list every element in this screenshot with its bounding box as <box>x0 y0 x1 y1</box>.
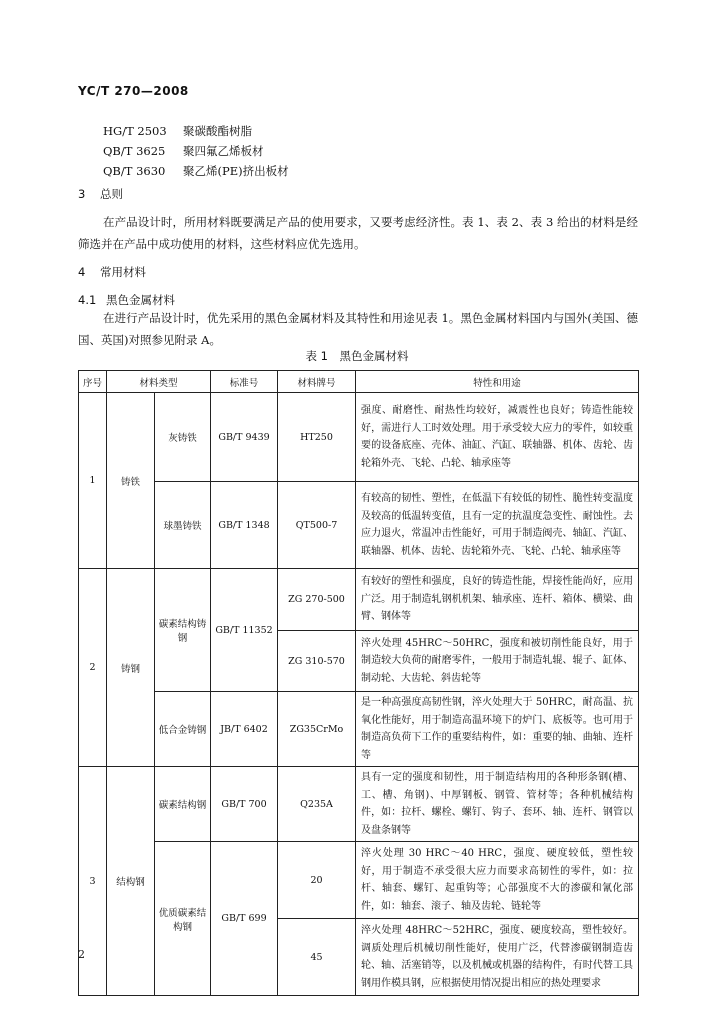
reference-item <box>103 121 289 141</box>
usage-cell: 淬火处理 30 HRC～40 HRC，强度、硬度较低，塑性较好，用于制造不承受很大应力而要求高韧性的零件，如：拉杆、轴套、螺钉、起重钩等；心部强度不大的渗碳和氰化部件，如：轴套、滚子、轴及齿轮、链轮等 <box>356 842 639 919</box>
grade-cell: QT500-7 <box>278 482 356 569</box>
header-standard: 标准号 <box>211 371 278 393</box>
reference-item <box>103 161 289 181</box>
usage-cell: 淬火处理 48HRC～52HRC，强度、硬度较高，塑性较好。调质处理后机械切削性能好，使用广泛，代替渗碳钢制造齿轮、轴、活塞销等，以及机械或机器的结构件，有时代替工具钢用作模具钢，应根据使用情况提出相应的热处理要求 <box>356 919 639 996</box>
seq-cell: 1 <box>79 393 107 569</box>
seq-cell: 3 <box>79 767 107 996</box>
usage-cell: 是一种高强度高韧性钢，淬火处理大于 50HRC，耐高温、抗氧化性能好，用于制造高温环境下的炉门、底板等。也可用于制造高负荷下工作的重要结构件，如：重要的轴、曲轴、连杆等 <box>356 692 639 767</box>
section-4-1-paragraph: 在进行产品设计时，优先采用的黑色金属材料及其特性和用途见表 1。黑色金属材料国内与国外(美国、德国、英国)对照参见附录 A。 <box>78 311 638 347</box>
reference-item <box>103 141 289 161</box>
section-title: 黑色金属材料 <box>106 293 175 307</box>
grade-cell: HT250 <box>278 393 356 482</box>
page-number: 2 <box>78 948 85 961</box>
usage-cell: 有较高的韧性、塑性，在低温下有较低的韧性、脆性转变温度及较高的低温转变值，且有一定的抗温度急变性、耐蚀性。去应力退火，常温冲击性能好，可用于制造阀壳、轴缸、汽缸、联轴器、机体、齿轮、齿轮箱外壳、飞轮、凸轮、轴承座等 <box>356 482 639 569</box>
section-title: 总则 <box>100 187 123 201</box>
table-row <box>79 692 639 767</box>
table-row <box>79 569 639 631</box>
grade-cell: ZG 310-570 <box>278 631 356 692</box>
standard-code-header: YC/T 270—2008 <box>78 84 189 98</box>
header-seq: 序号 <box>79 371 107 393</box>
table-row <box>79 767 639 842</box>
grade-cell: 20 <box>278 842 356 919</box>
usage-cell: 淬火处理 45HRC～50HRC，强度和被切削性能良好，用于制造较大负荷的耐磨零件，一般用于制造轧辊、辊子、缸体、制动轮、大齿轮、斜齿轮等 <box>356 631 639 692</box>
section-number: 4.1 <box>78 293 97 307</box>
header-category: 材料类型 <box>107 371 211 393</box>
normative-references-list <box>103 121 289 181</box>
type-cell: 球墨铸铁 <box>155 482 211 569</box>
section-number: 4 <box>78 265 86 279</box>
table-row <box>79 842 639 919</box>
reference-code: HG/T 2503 <box>103 124 167 138</box>
table-caption: 表 1 黑色金属材料 <box>305 349 409 363</box>
table-header-row <box>79 371 639 393</box>
section-3-heading <box>78 186 123 202</box>
table-row <box>79 482 639 569</box>
standard-cell: GB/T 9439 <box>211 393 278 482</box>
section-3-paragraph: 在产品设计时，所用材料既要满足产品的使用要求，又要考虑经济性。表 1、表 2、表 3 给出的材料是经筛选并在产品中成功使用的材料，这些材料应优先选用。 <box>78 215 638 251</box>
section-number: 3 <box>78 187 86 201</box>
grade-cell: 45 <box>278 919 356 996</box>
table-row <box>79 393 639 482</box>
reference-code: QB/T 3625 <box>103 144 166 158</box>
header-grade: 材料牌号 <box>278 371 356 393</box>
reference-title: 聚碳酸酯树脂 <box>183 124 252 138</box>
reference-title: 聚四氟乙烯板材 <box>183 144 264 158</box>
type-cell: 碳素结构钢 <box>155 767 211 842</box>
type-cell: 优质碳素结构钢 <box>155 842 211 996</box>
section-4-heading <box>78 264 146 280</box>
standard-cell: GB/T 700 <box>211 767 278 842</box>
type-cell: 碳素结构铸钢 <box>155 569 211 692</box>
grade-cell: ZG 270-500 <box>278 569 356 631</box>
grade-cell: ZG35CrMo <box>278 692 356 767</box>
reference-title: 聚乙烯(PE)挤出板材 <box>183 164 289 178</box>
standard-cell: GB/T 699 <box>211 842 278 996</box>
standard-cell: GB/T 1348 <box>211 482 278 569</box>
type-cell: 低合金铸钢 <box>155 692 211 767</box>
standard-cell: GB/T 11352 <box>211 569 278 692</box>
section-4-1-heading <box>78 292 175 308</box>
reference-code: QB/T 3630 <box>103 164 166 178</box>
usage-cell: 有较好的塑性和强度，良好的铸造性能，焊接性能尚好，应用广泛。用于制造轧钢机机架、轴承座、连杆、箱体、横梁、曲臂、钢体等 <box>356 569 639 631</box>
category-cell: 结构钢 <box>107 767 155 996</box>
section-title: 常用材料 <box>100 265 146 279</box>
seq-cell: 2 <box>79 569 107 767</box>
ferrous-materials-table <box>78 370 639 996</box>
grade-cell: Q235A <box>278 767 356 842</box>
standard-cell: JB/T 6402 <box>211 692 278 767</box>
category-cell: 铸铁 <box>107 393 155 569</box>
header-usage: 特性和用途 <box>356 371 639 393</box>
usage-cell: 强度、耐磨性、耐热性均较好，减震性也良好；铸造性能较好，需进行人工时效处理。用于承受较大应力的零件，如较重要的设备底座、壳体、油缸、汽缸、联轴器、机体、齿轮、齿轮箱外壳、飞轮、凸轮、轴承座等 <box>356 393 639 482</box>
category-cell: 铸钢 <box>107 569 155 767</box>
usage-cell: 具有一定的强度和韧性，用于制造结构用的各种形条钢(槽、工、槽、角钢)、中厚钢板、钢管、管材等；各种机械结构件，如：拉杆、螺栓、螺钉、钩子、套环、轴、连杆、钢管以及盘条钢等 <box>356 767 639 842</box>
type-cell: 灰铸铁 <box>155 393 211 482</box>
